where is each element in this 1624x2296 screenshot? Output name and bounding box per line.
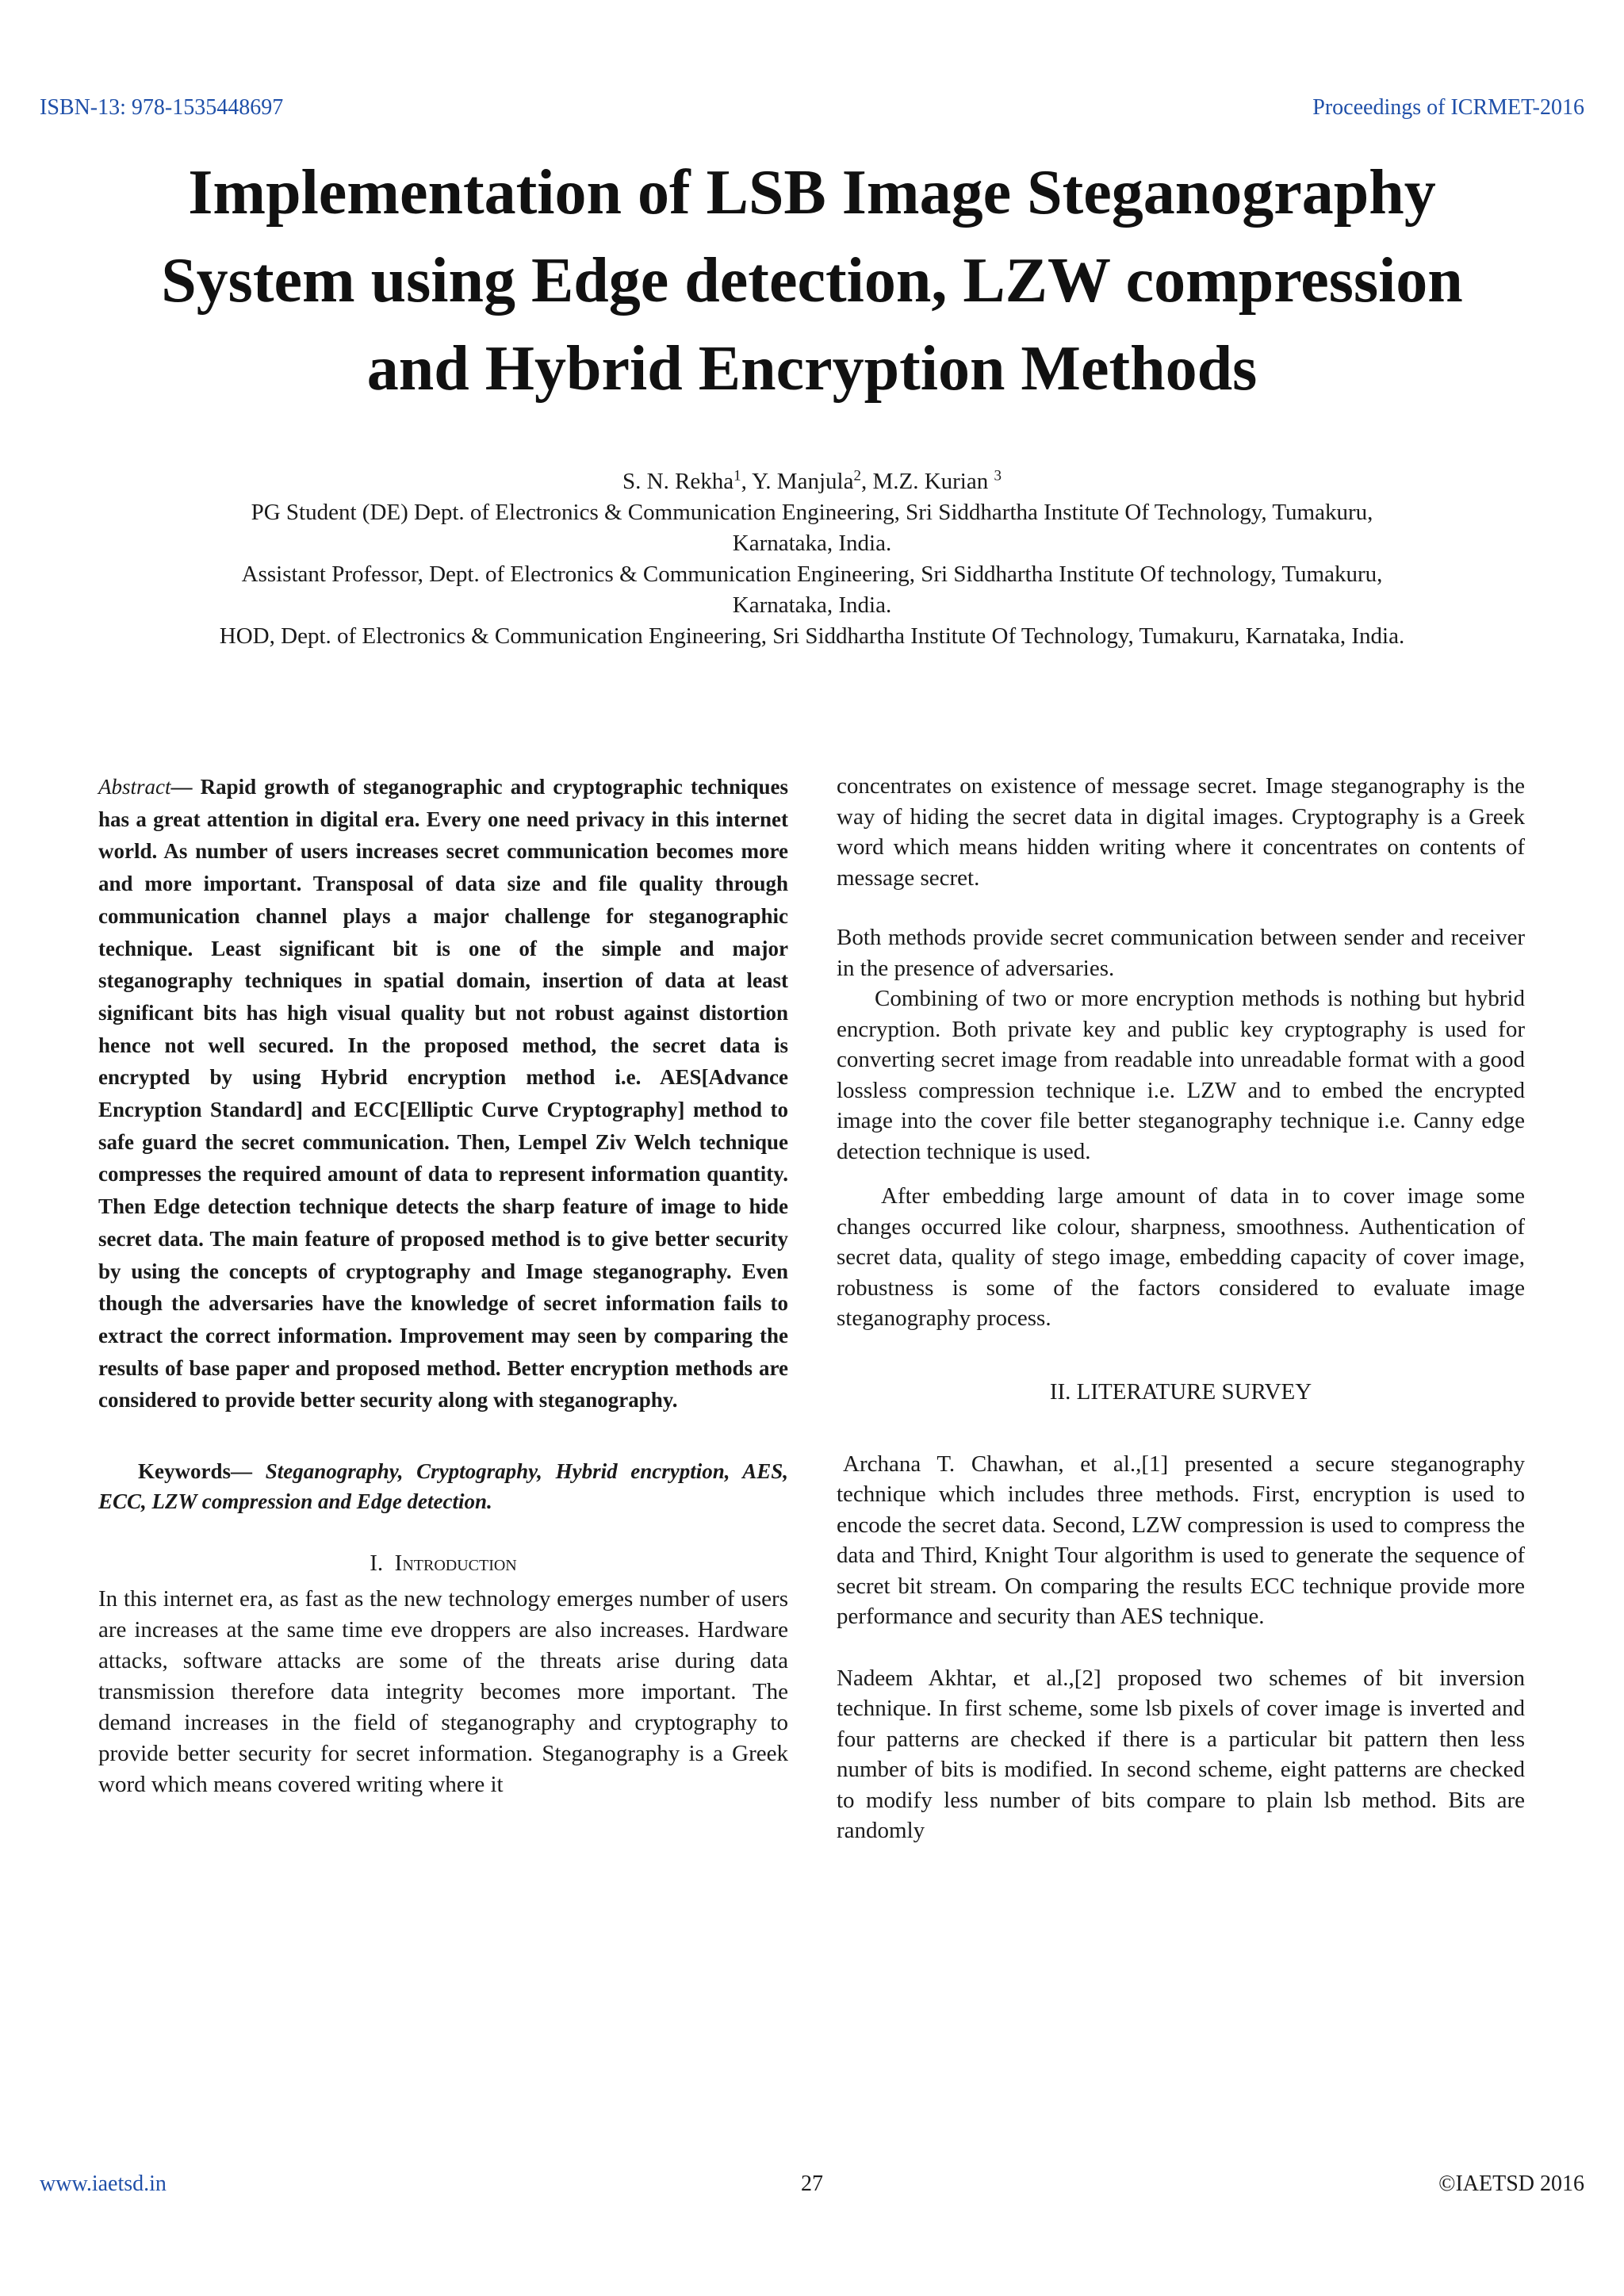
footer-page-number: 27 xyxy=(801,2171,823,2196)
author-2-sup: 2 xyxy=(853,467,861,485)
author-1-sup: 1 xyxy=(733,467,741,485)
abstract-label: Abstract xyxy=(98,775,171,799)
literature-survey-heading: II. LITERATURE SURVEY xyxy=(1049,1378,1312,1405)
title-line-3: and Hybrid Encryption Methods xyxy=(366,334,1258,404)
title-line-2: System using Edge detection, LZW compression xyxy=(161,246,1463,316)
intro-heading xyxy=(98,1548,788,1579)
left-column xyxy=(98,771,788,1800)
header-isbn: ISBN-13: 978-1535448697 xyxy=(40,95,284,120)
abstract-text: Rapid growth of steganographic and cryptographic techniques has a great attention in digital era. Every one need privacy in this internet world. As number of users increases secret communication becomes more and more important. Transposal of data size and file quality through communication channel plays a major challenge for steganographic technique. Least significant bit is one of the simple and major steganography techniques in spatial domain, insertion of data at least significant bits has high visual quality but not robust against distortion hence not well secured. In the proposed method, the secret data is encrypted by using Hybrid encryption method i.e. AES[Advance Encryption Standard] and ECC[Elliptic Curve Cryptography] method to safe guard the secret communication. Then, Lempel Ziv Welch technique compresses the required amount of data to represent information quantity. Then Edge detection technique detects the sharp feature of image to hide secret data. The main feature of proposed method is to give better security by using the concepts of cryptography and Image steganography. Even though the adversaries have the knowledge of secret information fails to extract the correct information. Improvement may seen by comparing the results of base paper and proposed method. Better encryption methods are considered to provide better security along with steganography. xyxy=(98,775,788,1412)
abstract-dash: — xyxy=(170,775,201,799)
authors-block xyxy=(95,466,1529,652)
literature-paragraph-2: Nadeem Akhtar, et al.,[2] proposed two schemes of bit inversion technique. In first scheme, some lsb pixels of cover image is inverted and four patterns are checked if there is a particular bit pattern then less number of bits is modified. In second scheme, eight patterns are checked to modify less number of bits compare to plain lsb method. Bits are randomly xyxy=(837,1665,1525,1843)
affiliation-3: HOD, Dept. of Electronics & Communication Engineering, Sri Siddhartha Institute Of Technology, Tumakuru, Karnataka, India. xyxy=(219,623,1405,649)
author-3-sup: 3 xyxy=(994,467,1002,485)
right-paragraph-4: After embedding large amount of data in to cover image some changes occurred like colour, sharpness, smoothness. Authentication of secret data, quality of stego image, embedding capacity of cover image, robustness is some of the factors considered to evaluate image steganography process. xyxy=(837,1183,1525,1331)
intro-heading-number: I. xyxy=(370,1550,384,1577)
abstract xyxy=(98,771,788,1416)
right-paragraph-3: Combining of two or more encryption methods is nothing but hybrid encryption. Both private key and public key cryptography is used for converting secret image from readable into unreadable format with a good lossless compression technique i.e. LZW and to embed the encrypted image into the cover file better steganography technique i.e. Canny edge detection technique is used. xyxy=(837,986,1525,1164)
author-1: S. N. Rekha xyxy=(622,469,734,494)
affiliation-1-line-2: Karnataka, India. xyxy=(732,531,892,556)
right-column xyxy=(837,771,1525,1846)
author-2: , Y. Manjula xyxy=(741,469,854,494)
intro-heading-text: Introduction xyxy=(394,1550,517,1577)
title-line-1: Implementation of LSB Image Steganography xyxy=(188,158,1436,228)
footer-website[interactable]: www.iaetsd.in xyxy=(40,2171,167,2196)
intro-paragraph: In this internet era, as fast as the new technology emerges number of users are increases at the same time eve droppers are also increases. Hardware attacks, software attacks are some of the threats arise during data transmission therefore data integrity becomes more important. The demand increases in the field of steganography and cryptography to provide better security for secret information. Steganography is a Greek word which means covered writing where it xyxy=(98,1586,788,1798)
keywords-label: Keywords— xyxy=(138,1459,266,1484)
right-paragraph-1: concentrates on existence of message secret. Image steganography is the way of hiding the secret data in digital images. Cryptography is a Greek word which means hidden writing where it concentrates on contents of message secret. xyxy=(837,773,1525,891)
affiliation-2-line-1: Assistant Professor, Dept. of Electronics & Communication Engineering, Sri Siddhartha Institute Of technology, Tumakuru, xyxy=(241,562,1383,587)
affiliation-2-line-2: Karnataka, India. xyxy=(732,592,892,618)
author-3: , M.Z. Kurian xyxy=(860,469,994,494)
keywords xyxy=(98,1456,788,1516)
header-proceedings: Proceedings of ICRMET-2016 xyxy=(1312,95,1584,120)
author-names xyxy=(95,466,1529,497)
affiliation-1-line-1: PG Student (DE) Dept. of Electronics & Communication Engineering, Sri Siddhartha Institute Of Technology, Tumakuru, xyxy=(251,500,1373,525)
literature-paragraph-1: Archana T. Chawhan, et al.,[1] presented a secure steganography technique which includes three methods. First, encryption is used to encode the secret data. Second, LZW compression is used to compress the data and Third, Knight Tour algorithm is used to generate the sequence of secret bit stream. On comparing the results ECC technique provide more performance and security than AES technique. xyxy=(837,1451,1525,1629)
keywords-text: Steganography, Cryptography, Hybrid encryption, AES, ECC, LZW compression and Edge detection. xyxy=(98,1459,788,1514)
paper-title xyxy=(95,149,1529,413)
footer-copyright: ©IAETSD 2016 xyxy=(1438,2171,1584,2196)
right-paragraph-2: Both methods provide secret communication between sender and receiver in the presence of adversaries. xyxy=(837,925,1525,981)
